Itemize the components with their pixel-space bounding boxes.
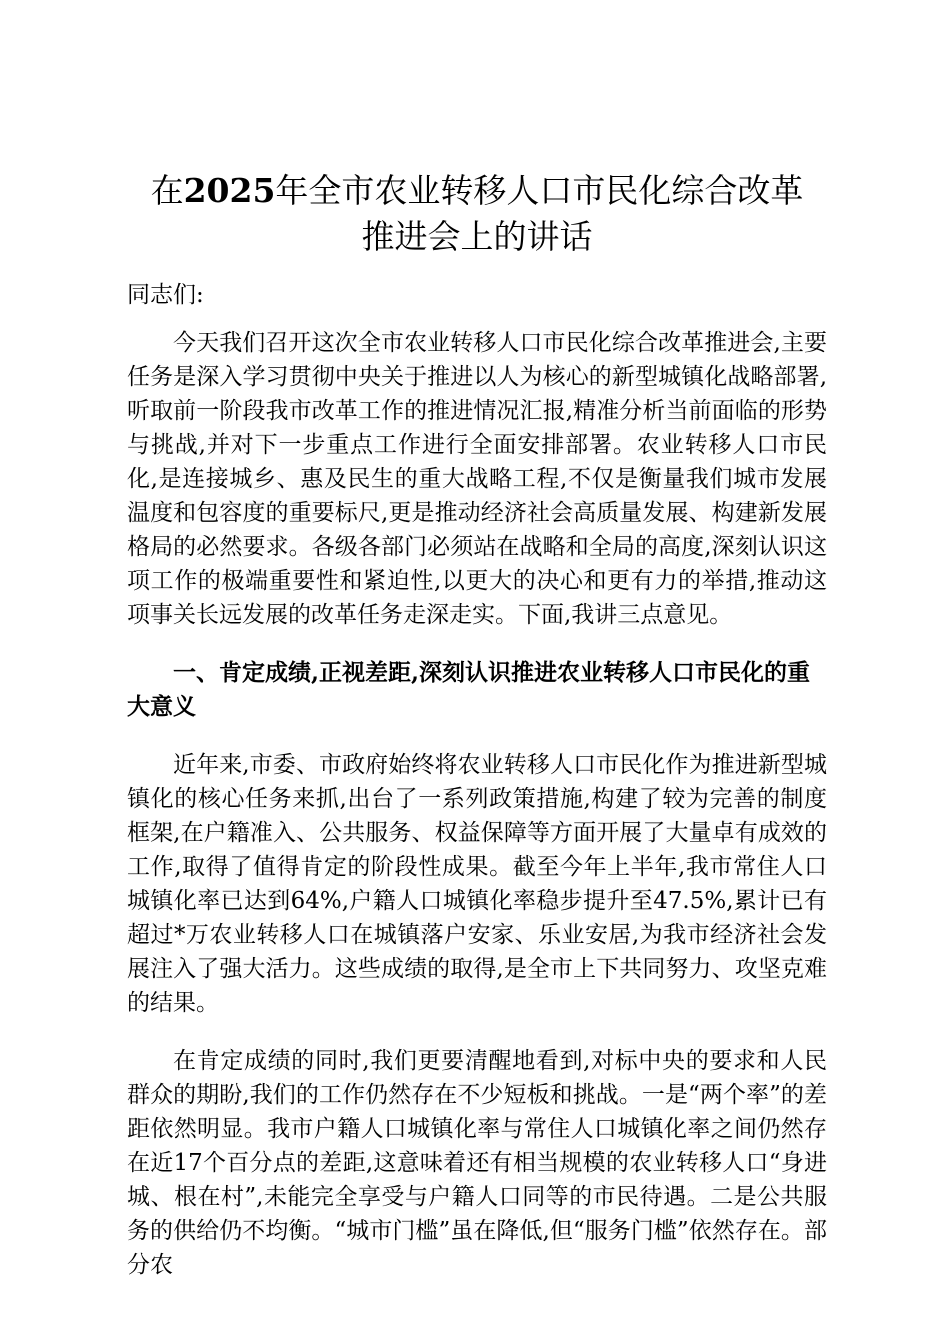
document-page xyxy=(127,168,827,1282)
title-prefix: 在 xyxy=(150,171,184,210)
paragraph-intro: 今天我们召开这次全市农业转移人口市民化综合改革推进会,主要任务是深入学习贯彻中央关于推进以人为核心的新型城镇化战略部署,听取前一阶段我市改革工作的推进情况汇报,精准分析当前面临的形势与挑战,并对下一步重点工作进行全面安排部署。农业转移人口市民化,是连接城乡、惠及民生的重大战略工程,不仅是衡量我们城市发展温度和包容度的重要标尺,更是推动经济社会高质量发展、构建新发展格局的必然要求。各级各部门必须站在战略和全局的高度,深刻认识这项工作的极端重要性和紧迫性,以更大的决心和更有力的举措,推动这项事关长远发展的改革任务走深走实。下面,我讲三点意见。 xyxy=(127,330,827,628)
title-line2: 推进会上的讲话 xyxy=(361,217,593,256)
document-title xyxy=(127,168,827,260)
paragraph-achievements: 近年来,市委、市政府始终将农业转移人口市民化作为推进新型城镇化的核心任务来抓,出台了一系列政策措施,构建了较为完善的制度框架,在户籍准入、公共服务、权益保障等方面开展了大量卓有成效的工作,取得了值得肯定的阶段性成果。截至今年上半年,我市常住人口城镇化率已达到64%,户籍人口城镇化率稳步提升至47.5%,累计已有超过*万农业转移人口在城镇落户安家、乐业安居,为我市经济社会发展注入了强大活力。这些成绩的取得,是全市上下共同努力、攻坚克难的结果。 xyxy=(127,752,827,1016)
paragraph-challenges: 在肯定成绩的同时,我们更要清醒地看到,对标中央的要求和人民群众的期盼,我们的工作仍然存在不少短板和挑战。一是“两个率”的差距依然明显。我市户籍人口城镇化率与常住人口城镇化率之间仍然存在近17个百分点的差距,这意味着还有相当规模的农业转移人口“身进城、根在村”,未能完全享受与户籍人口同等的市民待遇。二是公共服务的供给仍不均衡。“城市门槛”虽在降低,但“服务门槛”依然存在。部分农 xyxy=(127,1048,827,1278)
title-year: 2025 xyxy=(183,171,276,210)
salutation: 同志们: xyxy=(127,282,204,308)
section-heading-1: 一、肯定成绩,正视差距,深刻认识推进农业转移人口市民化的重大意义 xyxy=(127,659,811,720)
title-line1-rest: 年全市农业转移人口市民化综合改革 xyxy=(275,171,804,210)
